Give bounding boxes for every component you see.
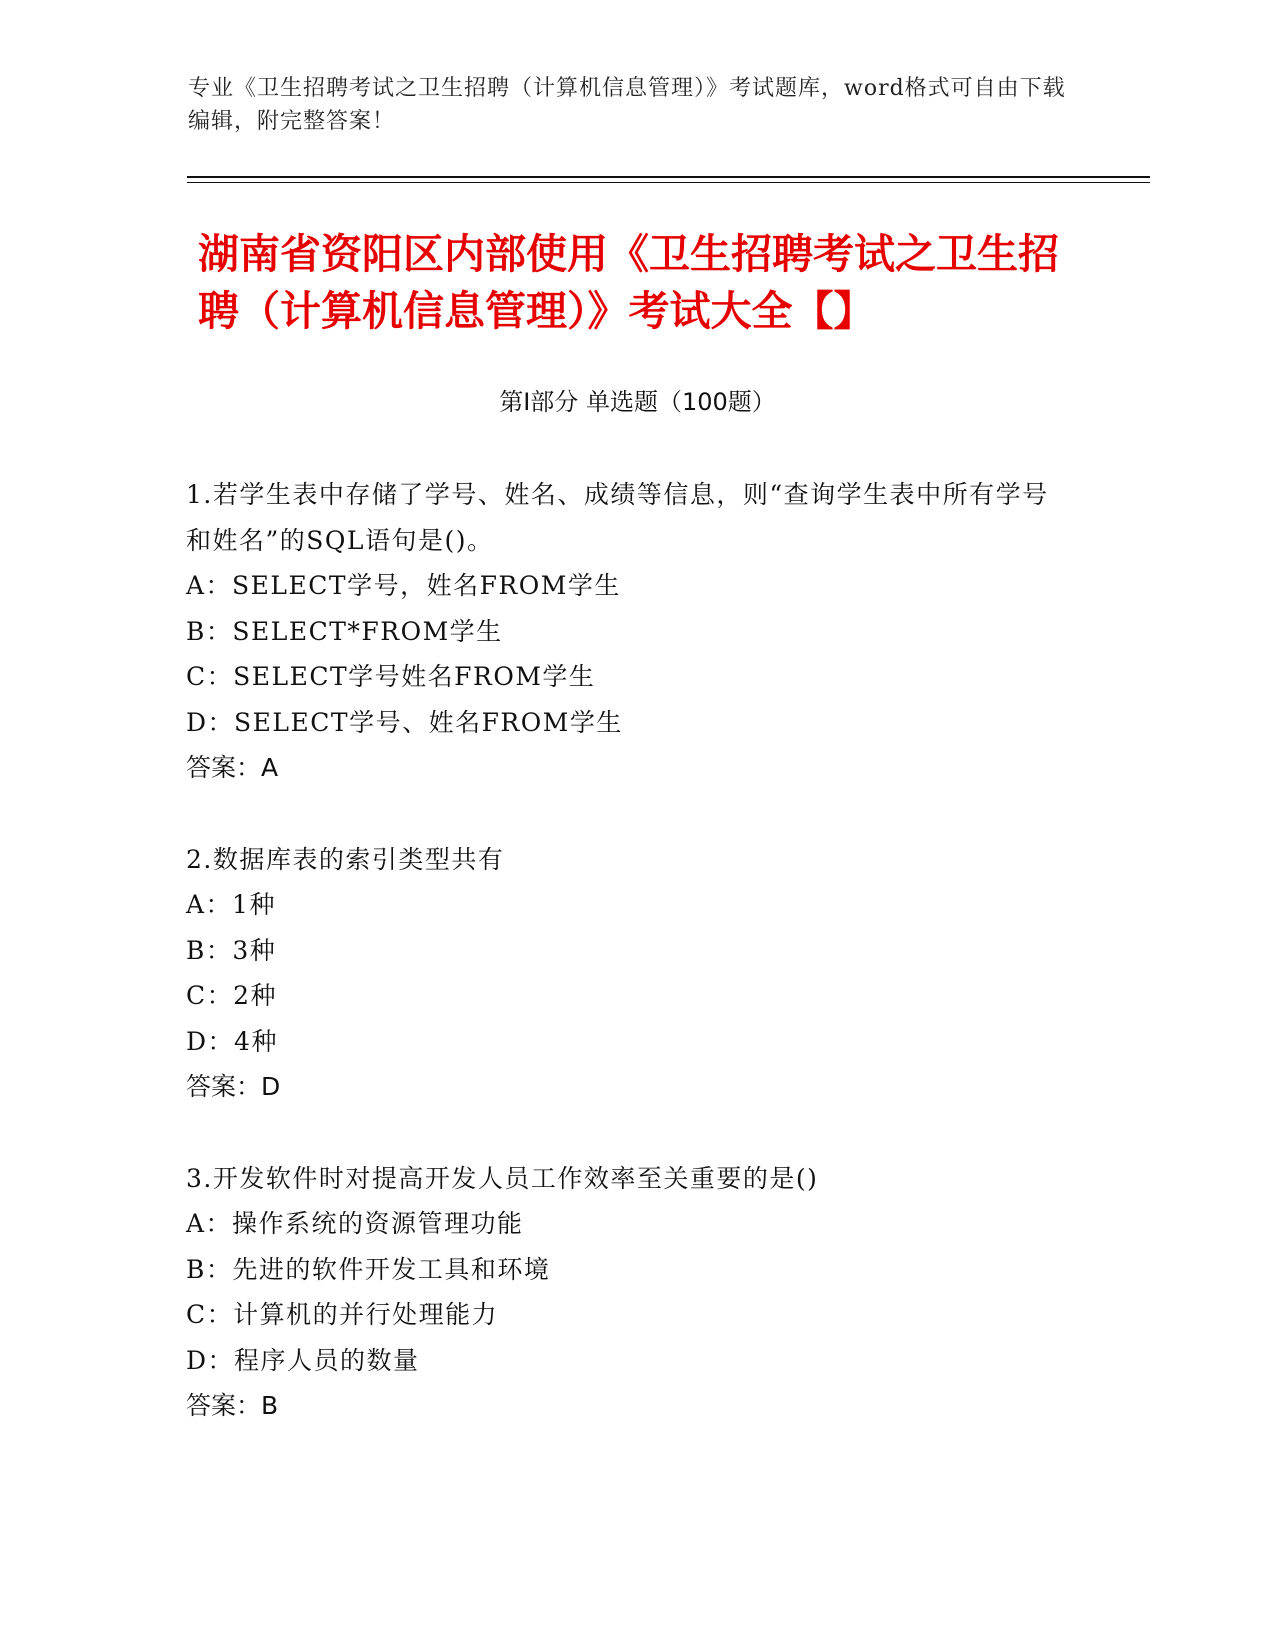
header-divider <box>187 176 1150 178</box>
question-1 <box>186 472 1066 791</box>
answer-line: 答案：D <box>186 1072 281 1101</box>
section-title: 第Ⅰ部分 单选题（100题） <box>499 388 776 416</box>
option-a: A：SELECT学号，姓名FROM学生 <box>186 571 621 600</box>
question-3 <box>186 1156 1066 1429</box>
document-title: 湖南省资阳区内部使用《卫生招聘考试之卫生招聘（计算机信息管理）》考试大全【】 <box>198 230 1059 335</box>
question-stem: 1.若学生表中存储了学号、姓名、成绩等信息，则“查询学生表中所有学号和姓名”的SQL语句是()。 <box>186 480 1049 555</box>
option-b: B：SELECT*FROM学生 <box>186 616 503 646</box>
question-spacer <box>186 791 1066 837</box>
question-spacer <box>186 1110 1066 1156</box>
header-divider-thin <box>187 182 1150 183</box>
option-b: B：3种 <box>186 935 277 965</box>
option-c: C：2种 <box>186 981 278 1010</box>
option-d: D：程序人员的数量 <box>186 1345 420 1375</box>
question-2 <box>186 837 1066 1110</box>
option-d: D：4种 <box>186 1026 278 1056</box>
option-c: C：计算机的并行处理能力 <box>186 1300 499 1329</box>
header-note: 专业《卫生招聘考试之卫生招聘（计算机信息管理）》考试题库，word格式可自由下载编辑，附完整答案！ <box>188 76 1066 134</box>
option-a: A：操作系统的资源管理功能 <box>186 1209 524 1238</box>
option-c: C：SELECT学号姓名FROM学生 <box>186 662 596 691</box>
option-b: B：先进的软件开发工具和环境 <box>186 1254 551 1284</box>
option-d: D：SELECT学号、姓名FROM学生 <box>186 707 623 737</box>
answer-line: 答案：B <box>186 1391 279 1420</box>
option-a: A：1种 <box>186 890 276 919</box>
question-list <box>186 472 1066 1429</box>
question-stem: 2.数据库表的索引类型共有 <box>186 844 505 874</box>
question-stem: 3.开发软件时对提高开发人员工作效率至关重要的是() <box>186 1163 819 1193</box>
answer-line: 答案：A <box>186 753 279 782</box>
